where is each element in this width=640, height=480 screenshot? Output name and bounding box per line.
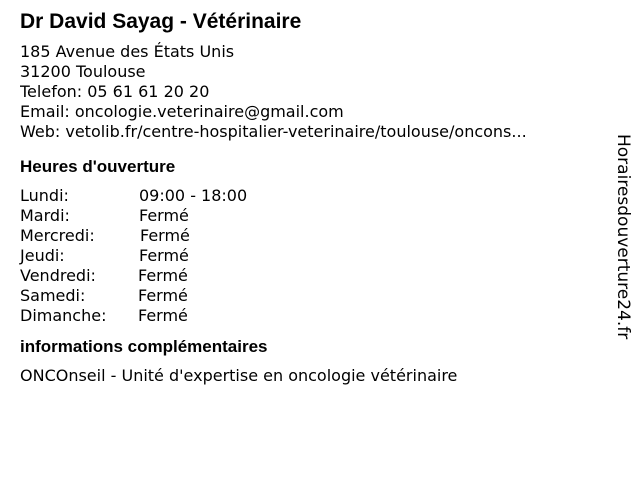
hours-row-wednesday: Mercredi: Fermé — [20, 226, 190, 245]
phone-number: Telefon: 05 61 61 20 20 — [20, 82, 210, 101]
day-hours: Fermé — [138, 266, 188, 285]
day-hours: Fermé — [138, 286, 188, 305]
hours-heading: Heures d'ouverture — [20, 157, 176, 176]
address-block — [20, 42, 610, 142]
day-hours: Fermé — [140, 226, 190, 245]
day-hours: Fermé — [139, 206, 189, 225]
site-watermark: Horairesdouverture24.fr — [613, 134, 633, 340]
hours-row-saturday: Samedi: Fermé — [20, 286, 188, 305]
info-heading: informations complémentaires — [20, 337, 268, 356]
hours-row-friday: Vendredi: Fermé — [20, 266, 188, 285]
website-link: Web: vetolib.fr/centre-hospitalier-veterinaire/toulouse/oncons... — [20, 122, 527, 141]
email-address: Email: oncologie.veterinaire@gmail.com — [20, 102, 344, 121]
hours-row-thursday: Jeudi: Fermé — [20, 246, 189, 265]
hours-row-sunday: Dimanche: Fermé — [20, 306, 188, 325]
business-card — [20, 8, 610, 386]
day-hours: 09:00 - 18:00 — [139, 186, 248, 205]
street-address: 185 Avenue des États Unis — [20, 42, 235, 61]
city-postal: 31200 Toulouse — [20, 62, 146, 81]
day-hours: Fermé — [138, 306, 188, 325]
info-text: ONCOnseil - Unité d'expertise en oncologie vétérinaire — [20, 366, 458, 385]
day-hours: Fermé — [139, 246, 189, 265]
hours-row-tuesday: Mardi: Fermé — [20, 206, 189, 225]
hours-row-monday: Lundi: 09:00 - 18:00 — [20, 186, 248, 205]
page-title: Dr David Sayag - Vétérinaire — [20, 10, 302, 33]
opening-hours-list — [20, 186, 610, 326]
